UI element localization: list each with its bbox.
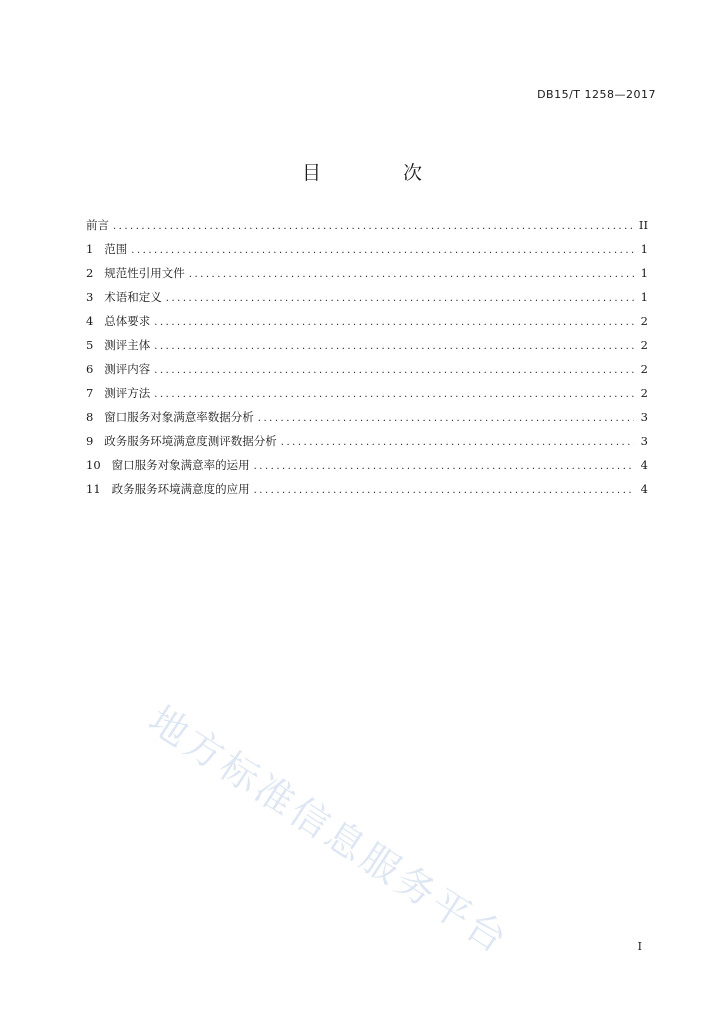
toc-leader-dots [281,437,634,448]
toc-entry-number: 2 [86,266,94,280]
toc-leader-dots [154,365,634,376]
toc-entry-label: 政务服务环境满意度的应用 [111,482,250,496]
toc-entry-page: 3 [640,410,648,424]
toc-entry-number: 10 [86,458,101,472]
toc-entry-label: 总体要求 [104,314,151,328]
toc-leader-dots [154,341,634,352]
toc-entry[interactable] [86,289,648,313]
toc-entry-number: 3 [86,290,94,304]
toc-entry-label: 术语和定义 [104,290,162,304]
toc-entry-label: 窗口服务对象满意率的运用 [111,458,250,472]
toc-leader-dots [131,245,634,256]
toc-entry-label: 测评内容 [104,362,151,376]
toc-entry-number: 8 [86,410,94,424]
toc-entry-page: 1 [640,266,648,280]
toc-leader-dots [258,413,634,424]
toc-entry[interactable] [86,217,648,241]
page-title: 目 次 [301,162,461,184]
toc-entry[interactable] [86,313,648,337]
toc-entry-label: 范围 [104,242,128,256]
toc-entry-label: 窗口服务对象满意率数据分析 [104,410,254,424]
toc-entry[interactable] [86,433,648,457]
toc-entry-number: 9 [86,434,94,448]
toc-entry-label: 测评主体 [104,338,151,352]
toc-entry-label: 测评方法 [104,386,151,400]
toc-entry-number: 1 [86,242,94,256]
toc-entry-page: 1 [640,290,648,304]
toc-entry-number: 6 [86,362,94,376]
toc-leader-dots [154,317,634,328]
toc-entry-page: 2 [640,362,648,376]
toc-entry[interactable] [86,265,648,289]
toc-entry-label: 政务服务环境满意度测评数据分析 [104,434,277,448]
toc-entry[interactable] [86,481,648,505]
toc-leader-dots [254,485,634,496]
toc-entry-page: II [638,218,648,232]
toc-entry-page: 2 [640,386,648,400]
toc-entry-page: 4 [640,482,648,496]
toc-leader-dots [189,269,634,280]
toc-entry[interactable] [86,361,648,385]
toc-entry-page: 2 [640,314,648,328]
toc-entry[interactable] [86,457,648,481]
page-number: I [637,940,642,953]
table-of-contents [86,217,648,505]
toc-leader-dots [166,293,634,304]
standard-code: DB15/T 1258—2017 [537,88,656,101]
toc-entry-page: 2 [640,338,648,352]
toc-entry[interactable] [86,409,648,433]
toc-leader-dots [254,461,634,472]
toc-entry-number: 4 [86,314,94,328]
watermark: 地方标准信息服务平台 [141,697,518,964]
toc-entry-label: 规范性引用文件 [104,266,185,280]
toc-entry-number: 11 [86,482,101,496]
toc-entry-label: 前言 [86,218,109,232]
toc-entry[interactable] [86,337,648,361]
toc-entry-number: 7 [86,386,94,400]
toc-entry-page: 3 [640,434,648,448]
toc-entry-number: 5 [86,338,94,352]
toc-leader-dots [154,389,634,400]
toc-leader-dots [113,221,634,232]
toc-entry[interactable] [86,241,648,265]
toc-entry-page: 1 [640,242,648,256]
toc-entry[interactable] [86,385,648,409]
toc-entry-page: 4 [640,458,648,472]
